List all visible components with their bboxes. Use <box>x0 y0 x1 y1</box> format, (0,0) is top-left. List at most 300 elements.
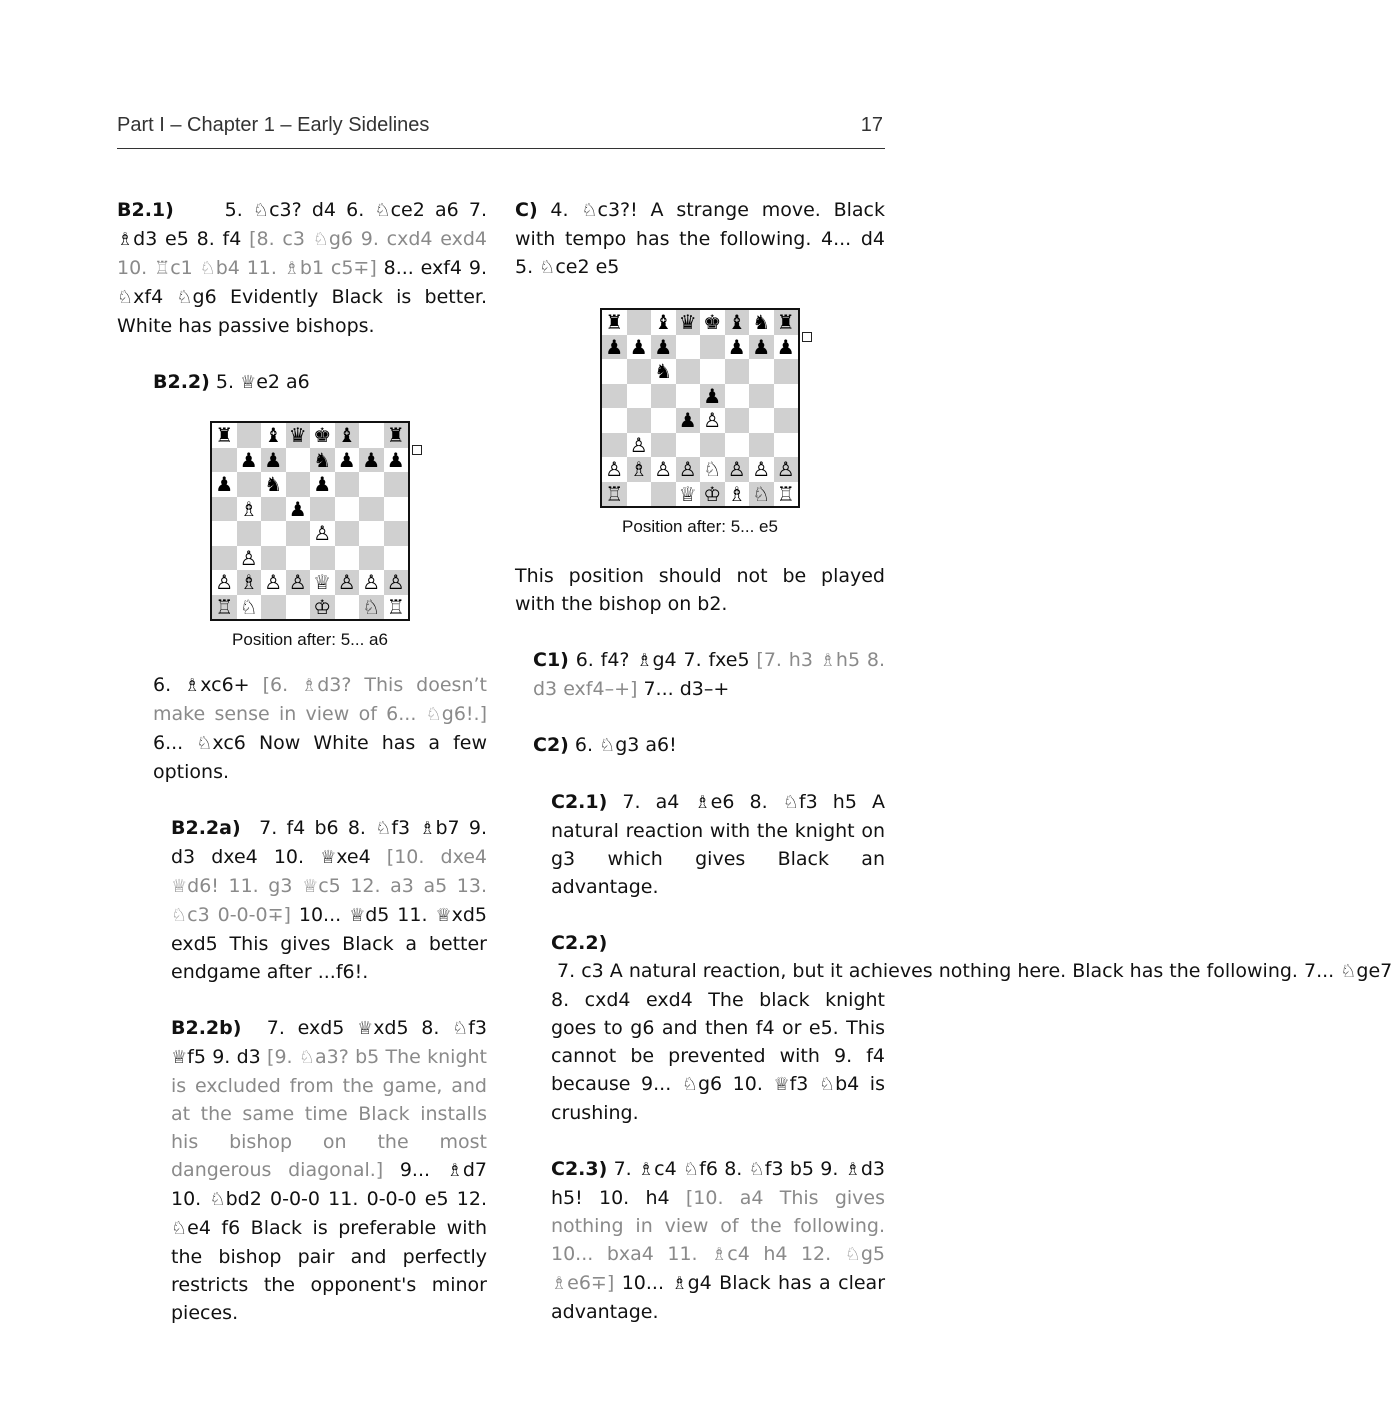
board-square <box>774 310 799 335</box>
queen-icon: ♕ <box>171 1047 188 1068</box>
knight-icon: ♘ <box>599 735 616 756</box>
board-square <box>602 335 627 360</box>
white-pawn-icon: ♙ <box>215 570 234 595</box>
board-square <box>286 472 311 497</box>
board-square <box>212 448 237 473</box>
move-text: 7. a4 <box>607 791 695 813</box>
black-bishop-icon: ♝ <box>654 310 673 335</box>
black-knight-icon: ♞ <box>654 359 673 384</box>
variation-heading: C2.3) <box>551 1158 608 1180</box>
board-square <box>359 595 384 620</box>
board-square <box>749 482 774 507</box>
move-text: 10... <box>290 904 350 926</box>
move-text: 6. <box>153 674 185 696</box>
queen-icon: ♕ <box>435 905 452 926</box>
board-square <box>384 497 409 522</box>
board-square <box>310 472 335 497</box>
variation-b22a <box>171 814 487 986</box>
sideline-moves: b1 c5∓] <box>299 257 377 279</box>
move-text: 8... exf4 9. <box>376 257 487 279</box>
white-pawn-icon: ♙ <box>288 570 307 595</box>
variation-c1 <box>533 646 885 703</box>
move-text: e4 f6 Black is preferable with the bishop pair and perfectly restricts the opponent's minor pieces. <box>171 1217 487 1324</box>
board-square <box>286 497 311 522</box>
board-square <box>774 433 799 458</box>
board-square <box>286 570 311 595</box>
black-knight-icon: ♞ <box>313 447 332 472</box>
black-pawn-icon: ♟ <box>362 447 381 472</box>
white-pawn-icon: ♙ <box>239 545 258 570</box>
move-text: xc6 Now White has a few options. <box>153 732 487 783</box>
black-pawn-icon: ♟ <box>727 334 746 359</box>
bishop-icon: ♗ <box>819 650 836 671</box>
board-square <box>237 472 262 497</box>
board-square <box>676 335 701 360</box>
board-square <box>700 384 725 409</box>
white-pawn-icon: ♙ <box>703 408 722 433</box>
board-square <box>700 335 725 360</box>
board-square <box>700 359 725 384</box>
knight-icon: ♘ <box>581 200 598 221</box>
white-rook-icon: ♖ <box>386 594 405 619</box>
board-square <box>602 384 627 409</box>
board-square <box>676 482 701 507</box>
bishop-icon: ♗ <box>117 229 134 250</box>
black-bishop-icon: ♝ <box>264 423 283 448</box>
white-pawn-icon: ♙ <box>264 570 283 595</box>
board-square <box>384 595 409 620</box>
board-square <box>749 384 774 409</box>
board-square <box>627 433 652 458</box>
black-rook-icon: ♜ <box>215 423 234 448</box>
board-square <box>627 335 652 360</box>
board-square <box>359 497 384 522</box>
white-pawn-icon: ♙ <box>337 570 356 595</box>
move-text: 10... <box>614 1272 672 1294</box>
rook-icon: ♖ <box>154 258 171 279</box>
board-square <box>725 310 750 335</box>
move-six-note <box>153 671 487 786</box>
board-square <box>749 433 774 458</box>
knight-icon: ♘ <box>312 229 329 250</box>
black-pawn-icon: ♟ <box>337 447 356 472</box>
board-square <box>237 595 262 620</box>
board-square <box>310 546 335 571</box>
board-square <box>384 472 409 497</box>
page-number: 17 <box>860 114 883 136</box>
black-pawn-icon: ♟ <box>703 383 722 408</box>
sideline-moves: d3? This doesn’t make sense in view of 6... <box>153 674 487 725</box>
move-text: f5 9. d3 <box>187 1046 268 1068</box>
running-header <box>117 112 885 149</box>
board-square <box>335 595 360 620</box>
bishop-icon: ♗ <box>551 1273 568 1294</box>
move-text: d3 e5 8. f4 <box>133 228 250 250</box>
move-text: e6 8. <box>710 791 783 813</box>
board-square <box>212 570 237 595</box>
move-text: e2 a6 <box>256 371 310 393</box>
white-bishop-icon: ♗ <box>239 570 258 595</box>
white-pawn-icon: ♙ <box>776 457 795 482</box>
chess-board <box>602 310 798 506</box>
move-text: 7... d3–+ <box>637 678 730 700</box>
white-rook-icon: ♖ <box>605 481 624 506</box>
knight-icon: ♘ <box>176 287 193 308</box>
board-square <box>676 457 701 482</box>
sideline-moves: [7. h3 <box>756 649 820 671</box>
knight-icon: ♘ <box>252 200 270 221</box>
black-pawn-icon: ♟ <box>776 334 795 359</box>
board-square <box>602 359 627 384</box>
white-pawn-icon: ♙ <box>654 457 673 482</box>
move-text: f3 b5 9. <box>764 1158 845 1180</box>
black-rook-icon: ♜ <box>386 423 405 448</box>
black-queen-icon: ♛ <box>288 423 307 448</box>
board-square <box>725 433 750 458</box>
move-text: 9... <box>383 1159 447 1181</box>
board-square <box>335 448 360 473</box>
board-square <box>359 521 384 546</box>
white-pawn-icon: ♙ <box>605 457 624 482</box>
board-square <box>774 335 799 360</box>
bishop-icon: ♗ <box>636 650 653 671</box>
knight-icon: ♘ <box>425 704 442 725</box>
board-square <box>676 408 701 433</box>
white-knight-icon: ♘ <box>703 457 722 482</box>
board-square <box>749 335 774 360</box>
board-square <box>237 546 262 571</box>
sideline-moves: [8. c3 <box>249 228 313 250</box>
board-square <box>749 310 774 335</box>
board-square <box>384 570 409 595</box>
bishop-icon: ♗ <box>671 1273 688 1294</box>
board-square <box>335 570 360 595</box>
bishop-icon: ♗ <box>301 675 318 696</box>
knight-icon: ♘ <box>681 1074 698 1095</box>
chess-diagram-b22 <box>210 421 410 621</box>
queen-icon: ♕ <box>302 876 319 897</box>
move-text: 6... <box>153 732 197 754</box>
board-square <box>212 423 237 448</box>
black-pawn-icon: ♟ <box>654 334 673 359</box>
board-square <box>359 423 384 448</box>
black-bishop-icon: ♝ <box>727 310 746 335</box>
bishop-icon: ♗ <box>694 792 711 813</box>
board-square <box>651 457 676 482</box>
board-square <box>384 546 409 571</box>
move-text: xf4 <box>133 286 177 308</box>
variation-heading: C) <box>515 199 538 221</box>
queen-icon: ♕ <box>171 876 188 897</box>
knight-icon: ♘ <box>298 1047 315 1068</box>
board-square <box>725 335 750 360</box>
move-text: g3 a6! <box>615 734 677 756</box>
move-text: bd2 0-0-0 11. 0-0-0 e5 12. <box>225 1188 487 1210</box>
variation-b21 <box>117 196 487 340</box>
move-text: c3?! A strange move. Black with tempo has the following. 4... d4 5. <box>515 199 885 278</box>
white-rook-icon: ♖ <box>776 481 795 506</box>
board-square <box>774 408 799 433</box>
board-square <box>335 472 360 497</box>
move-text: ce2 a6 7. <box>390 199 487 221</box>
board-square <box>774 457 799 482</box>
variation-c <box>515 196 885 282</box>
sideline-moves: [10. a4 This gives nothing in view of the following. 10... bxa4 11. <box>551 1187 886 1265</box>
move-text: xd5 8. <box>373 1017 453 1039</box>
variation-b22 <box>153 368 487 397</box>
move-text: f6 8. <box>699 1158 749 1180</box>
board-square <box>774 482 799 507</box>
white-bishop-icon: ♗ <box>629 457 648 482</box>
board-square <box>261 423 286 448</box>
board-square <box>676 359 701 384</box>
board-square <box>237 448 262 473</box>
queen-icon: ♕ <box>773 1074 790 1095</box>
knight-icon: ♘ <box>117 287 134 308</box>
board-square <box>359 570 384 595</box>
move-text: 5. <box>173 199 253 221</box>
board-square <box>212 472 237 497</box>
black-pawn-icon: ♟ <box>629 334 648 359</box>
queen-icon: ♕ <box>320 847 337 868</box>
board-square <box>261 497 286 522</box>
board-square <box>310 595 335 620</box>
black-pawn-icon: ♟ <box>288 496 307 521</box>
move-text: f3 h5 A natural reaction with the knight on g3 which gives Black an advantage. <box>551 791 886 898</box>
knight-icon: ♘ <box>209 1189 226 1210</box>
white-knight-icon: ♘ <box>362 594 381 619</box>
bishop-icon: ♗ <box>184 675 201 696</box>
move-text: xe4 <box>336 846 387 868</box>
black-bishop-icon: ♝ <box>337 423 356 448</box>
board-square <box>676 384 701 409</box>
board-square <box>286 546 311 571</box>
knight-icon: ♘ <box>196 733 213 754</box>
board-square <box>774 384 799 409</box>
knight-icon: ♘ <box>844 1244 861 1265</box>
board-square <box>237 423 262 448</box>
white-pawn-icon: ♙ <box>386 570 405 595</box>
move-text: 6. <box>568 734 600 756</box>
knight-icon: ♘ <box>539 257 556 278</box>
black-pawn-icon: ♟ <box>264 447 283 472</box>
board-square <box>602 457 627 482</box>
board-square <box>310 570 335 595</box>
move-text: f3 <box>789 1073 819 1095</box>
bishop-icon: ♗ <box>446 1160 463 1181</box>
black-pawn-icon: ♟ <box>605 334 624 359</box>
board-square <box>700 457 725 482</box>
side-to-move-marker <box>802 332 812 342</box>
board-square <box>310 448 335 473</box>
board-square <box>310 423 335 448</box>
board-square <box>310 521 335 546</box>
move-text: 6. f4? <box>568 649 637 671</box>
black-rook-icon: ♜ <box>605 310 624 335</box>
sideline-moves: [10. dxe4 <box>386 846 488 868</box>
move-text: g6 Evidently Black is better. White has passive bishops. <box>117 286 487 337</box>
bishop-icon: ♗ <box>711 1244 728 1265</box>
diagram-caption: Position after: 5... a6 <box>232 630 388 649</box>
board-square <box>359 448 384 473</box>
move-text: g4 Black has a clear advantage. <box>551 1272 886 1323</box>
diagram-caption: Position after: 5... e5 <box>622 517 778 536</box>
board-square <box>774 359 799 384</box>
variation-heading: C1) <box>533 649 569 671</box>
black-pawn-icon: ♟ <box>752 334 771 359</box>
move-text: ge7 8. cxd4 exd4 The black knight goes to g6 and then f4 or e5. This cannot be prevented with 9. f4 because 9... <box>551 960 1392 1095</box>
board-square <box>237 570 262 595</box>
white-pawn-icon: ♙ <box>629 432 648 457</box>
board-square <box>237 521 262 546</box>
variation-heading: B2.2a) <box>171 817 241 839</box>
board-square <box>286 595 311 620</box>
black-knight-icon: ♞ <box>264 472 283 497</box>
board-square <box>700 408 725 433</box>
move-text: 7. <box>607 1158 639 1180</box>
board-square <box>212 595 237 620</box>
knight-icon: ♘ <box>748 1159 765 1180</box>
board-square <box>602 482 627 507</box>
board-square <box>261 448 286 473</box>
board-square <box>261 570 286 595</box>
knight-icon: ♘ <box>199 258 216 279</box>
knight-icon: ♘ <box>171 905 188 926</box>
variation-c23 <box>551 1155 885 1326</box>
sideline-moves: b4 11. <box>215 257 284 279</box>
board-square <box>286 423 311 448</box>
white-king-icon: ♔ <box>313 594 332 619</box>
board-square <box>627 384 652 409</box>
queen-icon: ♕ <box>240 372 257 393</box>
white-pawn-icon: ♙ <box>752 457 771 482</box>
board-square <box>700 433 725 458</box>
black-king-icon: ♚ <box>313 423 332 448</box>
sideline-moves: h5 8. d3 exf4–+] <box>533 649 885 700</box>
board-square <box>651 433 676 458</box>
move-text: xc6+ <box>200 674 263 696</box>
move-text: d7 10. <box>171 1159 487 1210</box>
white-pawn-icon: ♙ <box>727 457 746 482</box>
position-note: This position should not be played with the bishop on b2. <box>515 565 885 615</box>
white-pawn-icon: ♙ <box>678 457 697 482</box>
chess-diagram-c <box>600 308 800 508</box>
board-square <box>651 310 676 335</box>
black-pawn-icon: ♟ <box>215 472 234 497</box>
variation-heading: C2.2) <box>551 932 608 954</box>
board-square <box>651 335 676 360</box>
board-square <box>725 457 750 482</box>
board-square <box>627 408 652 433</box>
sideline-moves: [6. <box>262 674 302 696</box>
black-rook-icon: ♜ <box>776 310 795 335</box>
bishop-icon: ♗ <box>283 258 300 279</box>
move-text: xd5 exd5 This gives Black a better endgame after ...f6!. <box>171 904 487 983</box>
white-queen-icon: ♕ <box>678 481 697 506</box>
board-square <box>335 497 360 522</box>
move-text: ce2 e5 <box>555 256 620 278</box>
sideline-moves: c1 <box>170 257 200 279</box>
board-square <box>725 482 750 507</box>
board-square <box>700 482 725 507</box>
board-square <box>359 546 384 571</box>
board-square <box>384 423 409 448</box>
black-pawn-icon: ♟ <box>678 408 697 433</box>
knight-icon: ♘ <box>1340 961 1357 982</box>
sideline-moves: a3? b5 The knight is excluded from the game, and at the same time Black installs his bishop on the most dangerous diagonal.] <box>171 1046 487 1181</box>
variation-heading: C2) <box>533 734 569 756</box>
board-square <box>651 408 676 433</box>
knight-icon: ♘ <box>452 1018 469 1039</box>
move-text: 4. <box>537 199 582 221</box>
white-bishop-icon: ♗ <box>239 496 258 521</box>
move-text: d3 h5! 10. h4 <box>551 1158 885 1209</box>
move-text: 7. exd5 <box>241 1017 358 1039</box>
move-text: f3 <box>468 1017 487 1039</box>
left-column <box>117 196 487 1327</box>
board-square <box>602 310 627 335</box>
white-knight-icon: ♘ <box>239 594 258 619</box>
variation-b22b <box>171 1014 487 1327</box>
board-square <box>335 423 360 448</box>
sideline-moves: g5 <box>860 1243 886 1265</box>
white-queen-icon: ♕ <box>313 570 332 595</box>
white-bishop-icon: ♗ <box>727 481 746 506</box>
board-square <box>725 359 750 384</box>
board-square <box>749 408 774 433</box>
board-square <box>335 546 360 571</box>
white-pawn-icon: ♙ <box>362 570 381 595</box>
knight-icon: ♘ <box>818 1074 836 1095</box>
board-square <box>627 457 652 482</box>
move-text: g6 10. <box>697 1073 774 1095</box>
black-queen-icon: ♛ <box>678 310 697 335</box>
board-square <box>286 521 311 546</box>
board-square <box>261 546 286 571</box>
white-pawn-icon: ♙ <box>313 521 332 546</box>
bishop-icon: ♗ <box>419 818 436 839</box>
black-pawn-icon: ♟ <box>386 447 405 472</box>
queen-icon: ♕ <box>349 905 366 926</box>
move-text: f3 <box>391 817 420 839</box>
bishop-icon: ♗ <box>844 1159 861 1180</box>
right-column <box>515 196 1392 1326</box>
board-square <box>725 384 750 409</box>
board-square <box>212 521 237 546</box>
move-text: 5. <box>209 371 241 393</box>
board-square <box>286 448 311 473</box>
board-square <box>310 497 335 522</box>
board-square <box>749 359 774 384</box>
black-pawn-icon: ♟ <box>313 472 332 497</box>
variation-c22 <box>551 929 1392 1127</box>
sideline-moves: c3 0-0-0∓] <box>187 904 291 926</box>
variation-heading: B2.2) <box>153 371 210 393</box>
move-text: c3? d4 6. <box>269 199 375 221</box>
knight-icon: ♘ <box>682 1159 700 1180</box>
move-text: g4 7. fxe5 <box>652 649 757 671</box>
board-square <box>676 433 701 458</box>
sideline-moves: [9. <box>267 1046 299 1068</box>
board-square <box>627 482 652 507</box>
white-king-icon: ♔ <box>703 481 722 506</box>
move-text: c4 <box>654 1158 683 1180</box>
sideline-moves: g6 9. cxd4 exd4 10. <box>117 228 488 279</box>
sideline-moves: d6! 11. g3 <box>187 875 303 897</box>
move-text: 7. f4 b6 8. <box>240 817 376 839</box>
board-square <box>700 310 725 335</box>
move-text: 7. c3 A natural reaction, but it achieves nothing here. Black has the following. 7... <box>551 960 1341 982</box>
